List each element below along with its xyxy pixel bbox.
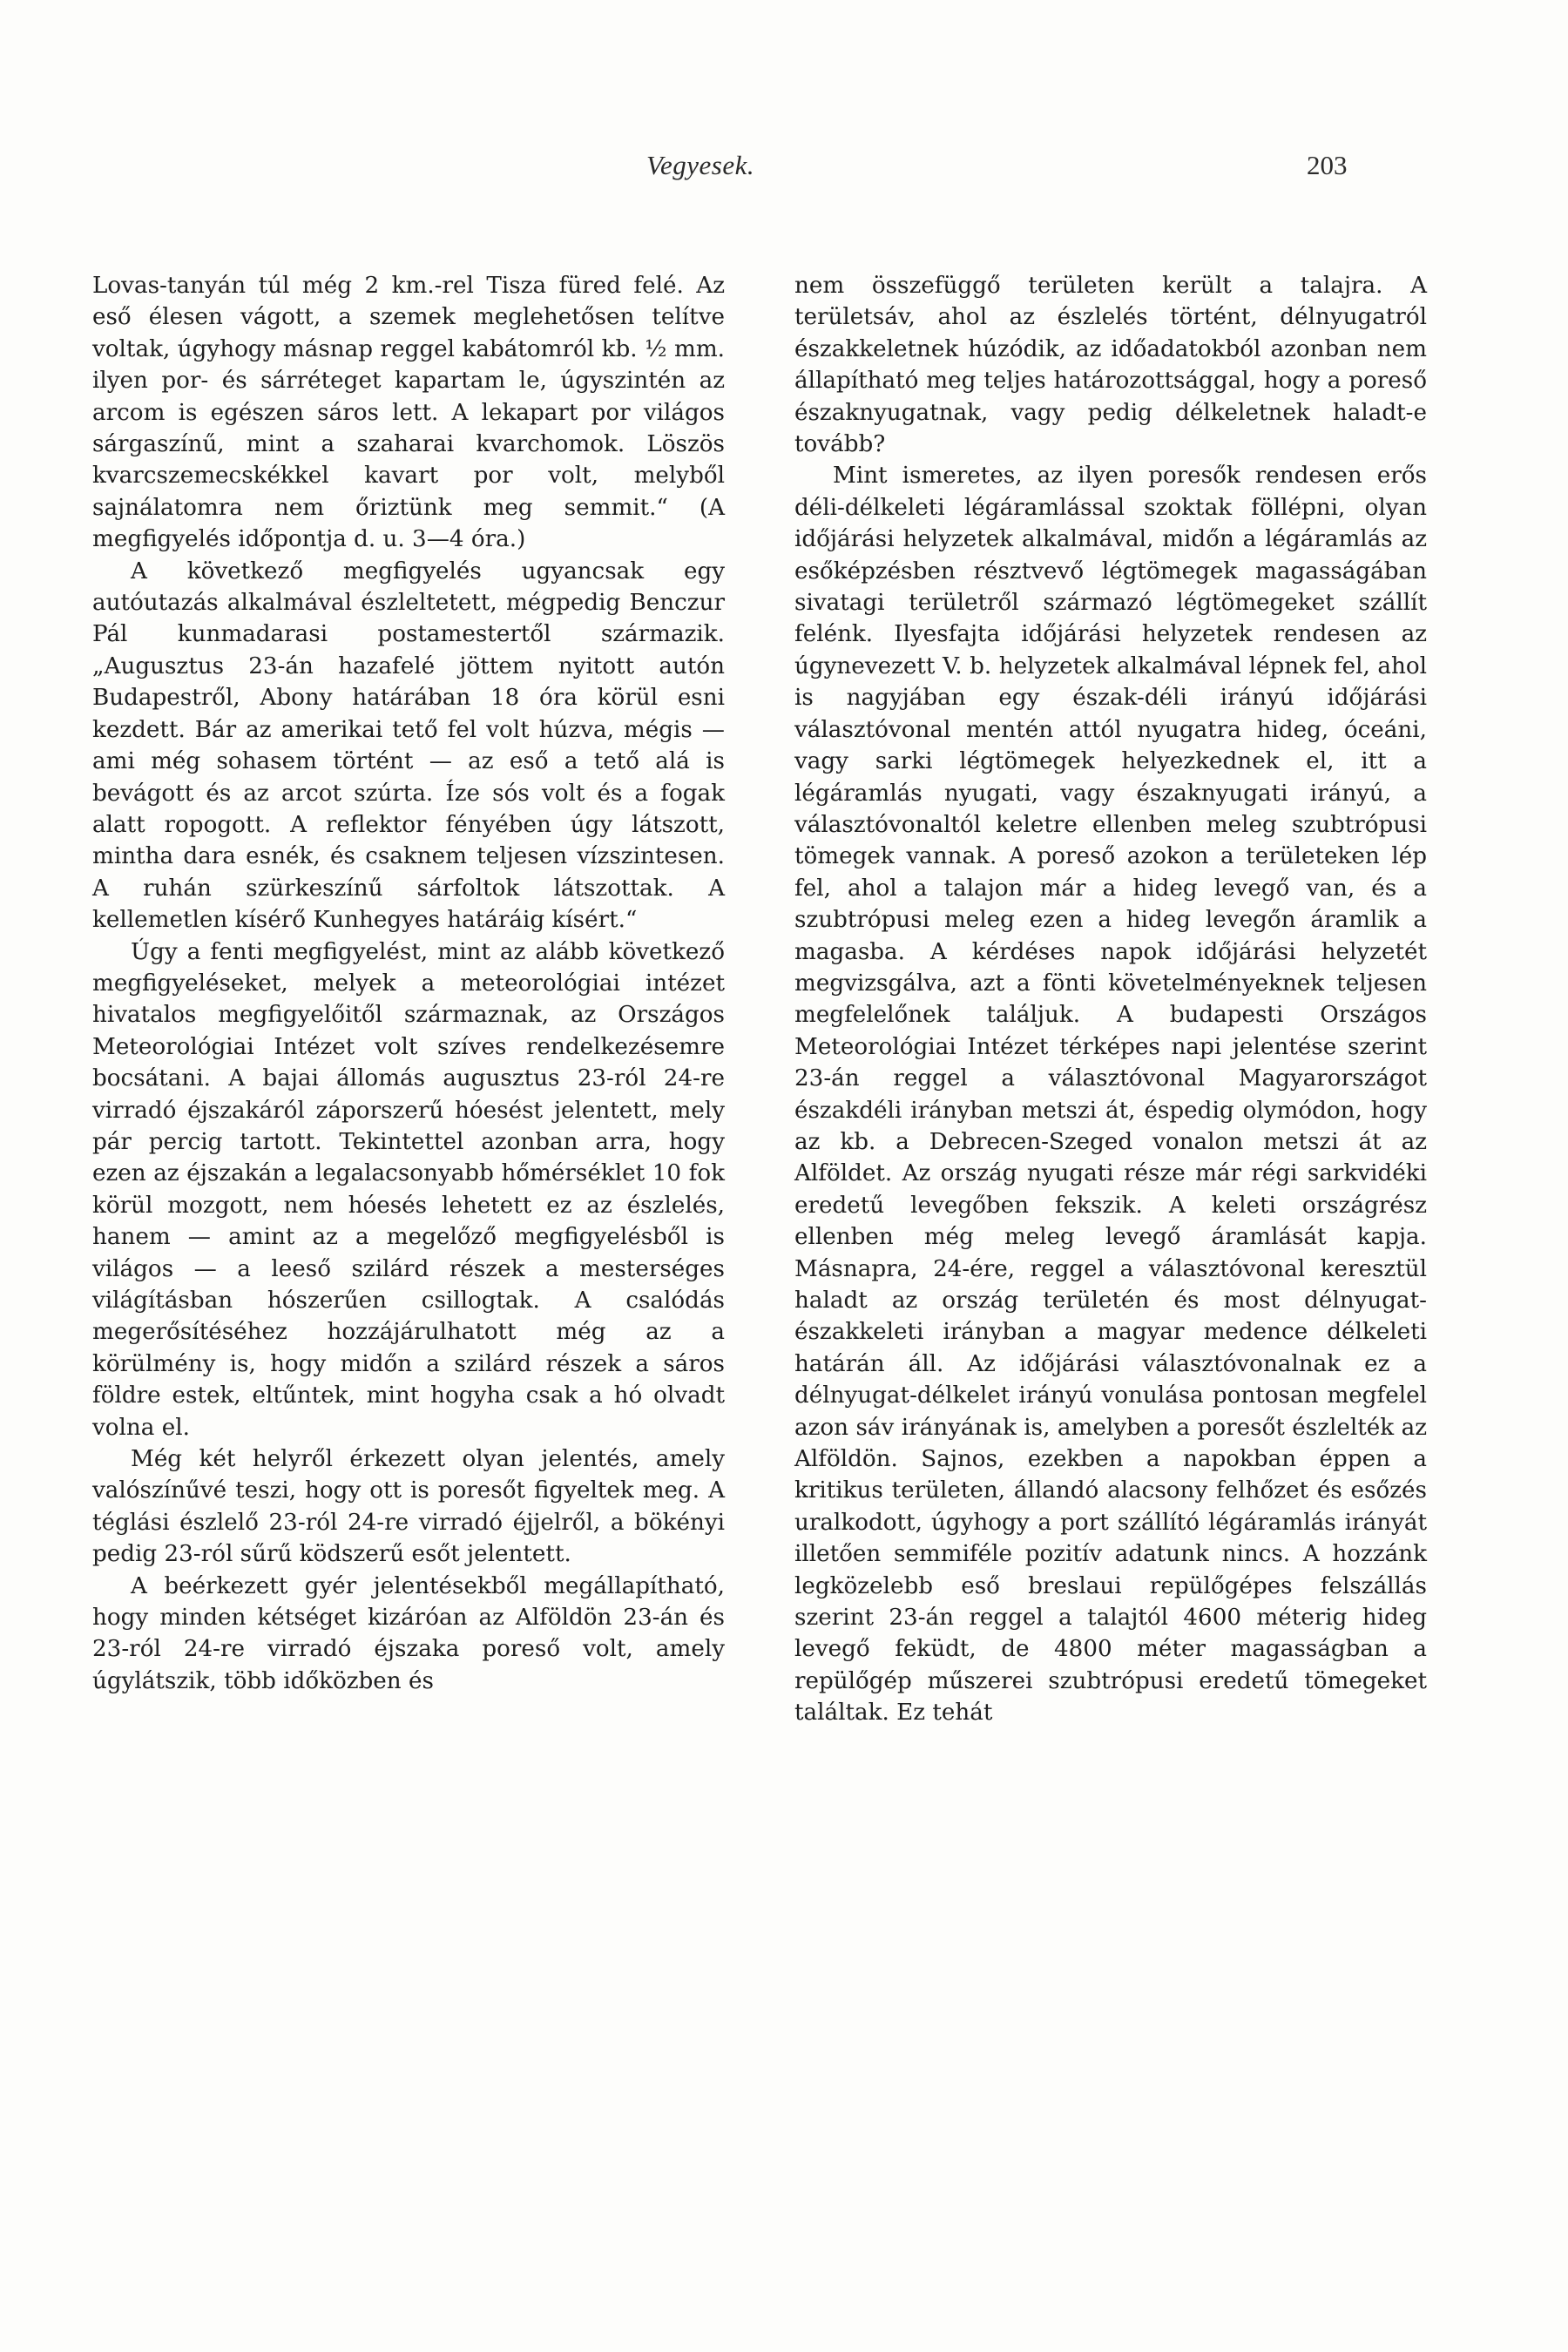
- running-title: Vegyesek.: [646, 150, 755, 180]
- paragraph: Mint ismeretes, az ilyen poresők rendesen erős déli-délkeleti légáramlással szoktak föllépni, olyan időjárási helyzetek alkalmával, midőn a légáramlás az esőképzésben résztvevő légtömegek magasságában sivatagi területről származó légtömegeket szállít felénk. Ilyesfajta időjárási helyzetek rendesen az úgynevezett V. b. helyzetek alkalmával lépnek fel, ahol is nagyjában egy észak-déli irányú időjárási választóvonal mentén attól nyugatra hideg, óceáni, vagy sarki légtömegek helyezkednek el, itt a légáramlás nyugati, vagy északnyugati irányú, a választóvonaltól keletre ellenben meleg szubtrópusi tömegek vannak. A poreső azokon a területeken lép fel, ahol a talajon már a hideg levegő van, és a szubtrópusi meleg ezen a hideg levegőn áramlik a magasba. A kérdéses napok időjárási helyzetét megvizsgálva, azt a fönti követelményeknek teljesen megfelelőnek találjuk. A budapesti Országos Meteorológiai Intézet térképes napi jelentése szerint 23-án reggel a választóvonal Magyarországot északdéli irányban metszi át, éspedig olymódon, hogy az kb. a Debrecen-Szeged vonalon metszi át az Alföldet. Az ország nyugati része már régi sarkvidéki eredetű levegőben fekszik. A keleti országrész ellenben még meleg levegő áramlását kapja. Másnapra, 24-ére, reggel a választóvonal keresztül haladt az ország területén és most délnyugat-északkeleti irányban a magyar medence délkeleti határán áll. Az időjárási választóvonalnak ez a délnyugat-délkelet irányú vonulása pontosan megfelel azon sáv irányának is, amelyben a poresőt észlelték az Alföldön. Sajnos, ezekben a napokban éppen a kritikus területen, állandó alacsony felhőzet és esőzés uralkodott, úgyhogy a port szállító légáramlás irányát illetően semmiféle pozitív adatunk nincs. A hozzánk legközelebb eső breslaui repülőgépes felszállás szerint 23-án reggel a talajtól 4600 méterig hideg levegő feküdt, de 4800 méter magasságban a repülőgép műszerei szubtrópusi eredetű tömegeket találtak. Ez tehát: [794, 463, 1427, 1727]
- paragraph: Úgy a fenti megfigyelést, mint az alább következő megfigyeléseket, melyek a meteorológiai intézet hivatalos megfigyelőitől származnak, az Országos Meteorológiai Intézet volt szíves rendelkezésemre bocsátani. A bajai állomás augusztus 23-ról 24-re virradó éjszakáról záporszerű hóesést jelentett, mely pár percig tartott. Tekintettel azonban arra, hogy ezen az éjszakán a legalacsonyabb hőmérséklet 10 fok körül mozgott, nem hóesés lehetett ez az észlelés, hanem — amint az a megelőző megfigyelésből is világos — a leeső szilárd részek a mesterséges világításban hószerűen csillogtak. A csalódás megerősítéséhez hozzájárulhatott még az a körülmény is, hogy midőn a szilárd részek a sáros földre estek, eltűntek, mint hogyha csak a hó olvadt volna el.: [92, 938, 725, 1441]
- paragraph: A következő megfigyelés ugyancsak egy autóutazás alkalmával észleltetett, mégpedig Benczur Pál kunmadarasi postamestertől származik. „Augusztus 23-án hazafelé jöttem nyitott autón Budapestről, Abony határában 18 óra körül esni kezdett. Bár az amerikai tető fel volt húzva, mégis — ami még sohasem történt — az eső a tető alá is bevágott és az arcot szúrta. Íze sós volt és a fogak alatt ropogott. A reflektor fényében úgy látszott, mintha dara esnék, és csaknem teljesen vízszintesen. A ruhán szürkeszínű sárfoltok látszottak. A kellemetlen kísérő Kunhegyes határáig kísért.“: [92, 558, 725, 934]
- left-column: [92, 270, 725, 1697]
- paragraph: nem összefüggő területen került a talajra. A területsáv, ahol az észlelés történt, délnyugatról északkeletnek húzódik, az időadatokból azonban nem állapítható meg teljes határozottsággal, hogy a poreső északnyugatnak, vagy pedig délkeletnek haladt-e tovább?: [794, 273, 1427, 458]
- page-number: 203: [1307, 150, 1348, 180]
- paragraph: A beérkezett gyér jelentésekből megállapítható, hogy minden kétséget kizáróan az Alföldön 23-án és 23-ról 24-re virradó éjszaka poreső volt, amely úgylátszik, több időközben és: [92, 1572, 725, 1694]
- paragraph: Lovas-tanyán túl még 2 km.-rel Tisza füred felé. Az eső élesen vágott, a szemek meglehetősen telítve voltak, úgyhogy másnap reggel kabátomról kb. ½ mm. ilyen por- és sárréteget kapartam le, úgyszintén az arcom is egészen sáros lett. A lekapart por világos sárgaszínű, mint a szaharai kvarchomok. Löszös kvarcszemecskékkel kavart por volt, melyből sajnálatomra nem őriztünk meg semmit.“ (A megfigyelés időpontja d. u. 3—4 óra.): [92, 273, 725, 553]
- paragraph: Még két helyről érkezett olyan jelentés, amely valószínűvé teszi, hogy ott is poresőt figyeltek meg. A téglási észlelő 23-ról 24-re virradó éjjelről, a bökényi pedig 23-ról sűrű ködszerű esőt jelentett.: [92, 1446, 725, 1568]
- right-column: [794, 270, 1427, 1729]
